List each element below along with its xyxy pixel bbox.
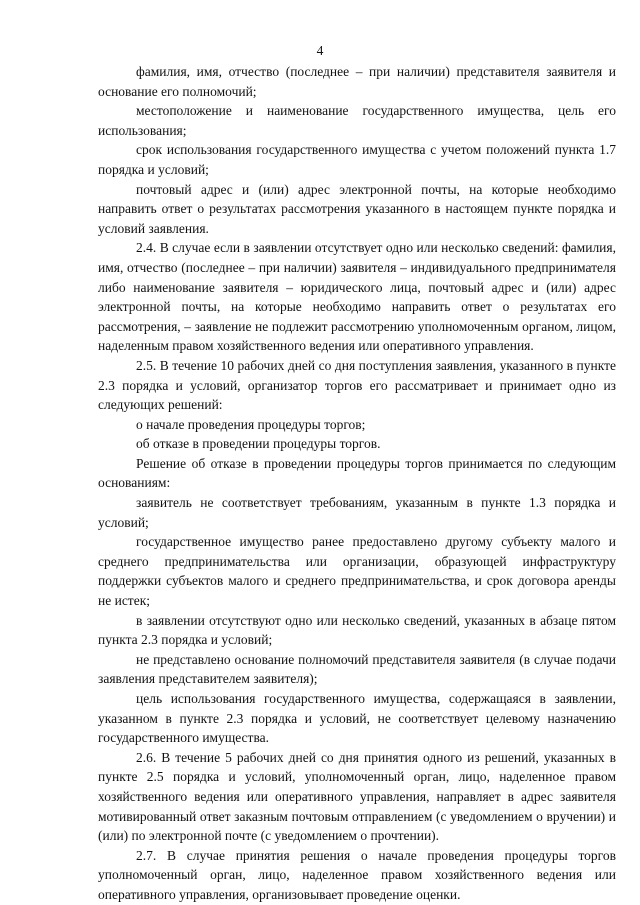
paragraph-ground-no-authority: не представлено основание полномочий представителя заявителя (в случае подачи заявления представителем заявителя); [98, 651, 616, 687]
document-body [98, 62, 616, 905]
paragraph-2-6: 2.6. В течение 5 рабочих дней со дня принятия одного из решений, указанных в пункте 2.5 порядка и условий, уполномоченный орган, лицо, наделенное правом хозяйственного ведения или оперативного управления, направляет в адрес заявителя мотивированный ответ заказным почтовым отправлением (с уведомлением о вручении) и (или) по электронной почте (с уведомлением о прочтении). [98, 749, 616, 844]
paragraph-refusal-grounds: Решение об отказе в проведении процедуры торгов принимается по следующим основаниям: [98, 455, 616, 491]
paragraph-ground-requirements: заявитель не соответствует требованиям, указанным в пункте 1.3 порядка и условий; [98, 495, 616, 530]
paragraph-postal-address: почтовый адрес и (или) адрес электронной почты, на которые необходимо направить ответ о результатах рассмотрения указанного в настоящем пункте порядка и условий заявления. [98, 181, 616, 236]
paragraph-2-7: 2.7. В случае принятия решения о начале проведения процедуры торгов уполномоченный орган, лицо, наделенное правом хозяйственного ведения или оперативного управления, организовывает проведение оценки. [98, 847, 616, 902]
paragraph-2-4: 2.4. В случае если в заявлении отсутствует одно или несколько сведений: фамилия, имя, отчество (последнее – при наличии) заявителя – индивидуального предпринимателя либо наименование заявителя – юридического лица, почтовый адрес и (или) адрес электронной почты, на которые необходимо направить ответ о результатах его рассмотрения, – заявление не подлежит рассмотрению уполномоченным органом, лицом, наделенным правом хозяйственного ведения или оперативного управления. [98, 240, 616, 354]
paragraph-decision-start: о начале проведения процедуры торгов; [136, 416, 366, 432]
paragraph-usage-term: срок использования государственного имущества с учетом положений пункта 1.7 порядка и условий; [98, 142, 616, 177]
paragraph-decision-refusal: об отказе в проведении процедуры торгов. [136, 436, 381, 452]
paragraph-property-location: местоположение и наименование государственного имущества, цель его использования; [98, 103, 616, 138]
page-number: 4 [316, 43, 324, 58]
paragraph-ground-purpose-mismatch: цель использования государственного имущества, содержащаяся в заявлении, указанном в пункте 2.3 порядка и условий, не соответствует целевому назначению государственного имущества. [98, 691, 616, 746]
paragraph-representative-name: фамилия, имя, отчество (последнее – при наличии) представителя заявителя и основание его полномочий; [98, 64, 616, 99]
paragraph-ground-already-provided: государственное имущество ранее предоставлено другому субъекту малого и среднего предпринимательства или организации, образующей инфраструктуру поддержки субъектов малого и среднего предпринимательства, и срок договора аренды не истек; [98, 534, 616, 609]
paragraph-ground-missing-info: в заявлении отсутствуют одно или несколько сведений, указанных в абзаце пятом пункта 2.3 порядка и условий; [98, 612, 616, 648]
paragraph-2-5: 2.5. В течение 10 рабочих дней со дня поступления заявления, указанного в пункте 2.3 порядка и условий, организатор торгов его рассматривает и принимает одно из следующих решений: [98, 357, 616, 413]
